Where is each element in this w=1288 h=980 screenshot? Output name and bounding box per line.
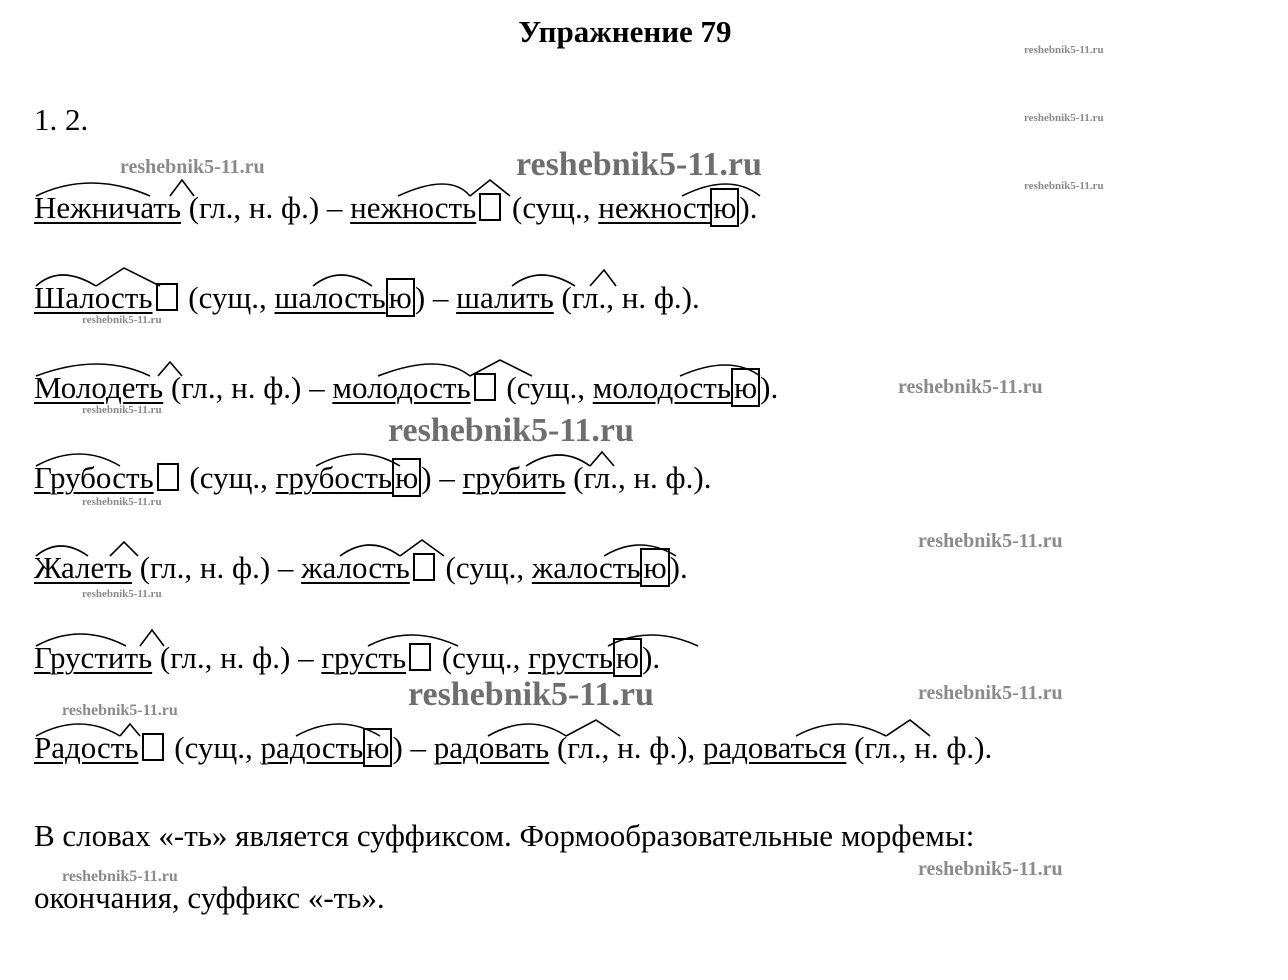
watermark: reshebnik5-11.ru [1024, 180, 1104, 192]
gloss-7-3: (гл., н. ф.), [549, 730, 703, 765]
gloss-4-3: (гл., н. ф.). [565, 460, 712, 495]
watermark: reshebnik5-11.ru [516, 146, 762, 183]
gloss-5-2: (сущ., [437, 550, 532, 585]
word-line-3 [34, 372, 778, 403]
word-2-3: шалить [456, 280, 554, 315]
word-4-1: Грубость [34, 460, 154, 495]
ending-box: ю [640, 548, 669, 587]
watermark: reshebnik5-11.ru [82, 404, 162, 416]
zero-ending-box [409, 643, 431, 671]
word-line-6 [34, 642, 660, 673]
conclusion-line-2: окончания, суффикс «-ть». [34, 880, 385, 915]
zero-ending-box [479, 193, 501, 221]
watermark: reshebnik5-11.ru [120, 156, 265, 178]
zero-ending-box [413, 553, 435, 581]
gloss-7-4: (гл., н. ф.). [846, 730, 993, 765]
ending-box: ю [386, 278, 415, 317]
word-6-2: грусть [321, 640, 407, 675]
gloss-1-1: (гл., н. ф.) – [180, 190, 351, 225]
gloss-2-2: ) – [414, 280, 457, 315]
watermark: reshebnik5-11.ru [918, 530, 1063, 552]
ending-box: ю [710, 188, 739, 227]
word-1-3-root: нежност [598, 190, 711, 225]
word-3-1: Молодеть [34, 370, 164, 405]
word-2-1: Шалость [34, 280, 153, 315]
zero-ending-box [142, 733, 164, 761]
word-line-7 [34, 732, 992, 763]
conclusion-line-1: В словах «-ть» является суффиксом. Формообразовательные морфемы: [34, 818, 975, 853]
word-3-2: молодость [332, 370, 471, 405]
word-4-3: грубить [462, 460, 566, 495]
word-1-2: нежность [350, 190, 477, 225]
gloss-5-1: (гл., н. ф.) – [131, 550, 302, 585]
word-1-1: Нежничать [34, 190, 181, 225]
gloss-7-2: ) – [392, 730, 434, 765]
word-5-2: жалость [301, 550, 410, 585]
gloss-3-1: (гл., н. ф.) – [163, 370, 333, 405]
watermark: reshebnik5-11.ru [1024, 44, 1104, 56]
gloss-6-2: (сущ., [434, 640, 529, 675]
watermark: reshebnik5-11.ru [82, 588, 162, 600]
gloss-6-1: (гл., н. ф.) – [152, 640, 322, 675]
gloss-6-3: ). [642, 640, 661, 675]
watermark: reshebnik5-11.ru [82, 496, 162, 508]
gloss-3-3: ). [760, 370, 779, 405]
word-line-1 [34, 192, 757, 223]
watermark: reshebnik5-11.ru [1024, 112, 1104, 124]
watermark: reshebnik5-11.ru [82, 314, 162, 326]
word-5-1: Жалеть [34, 550, 132, 585]
word-line-5 [34, 552, 688, 583]
ending-box: ю [731, 368, 760, 407]
word-4-2-root: грубость [275, 460, 393, 495]
word-7-3: радовать [433, 730, 550, 765]
word-7-2-root: радость [260, 730, 364, 765]
watermark: reshebnik5-11.ru [408, 676, 654, 713]
gloss-1-2: (сущ., [504, 190, 599, 225]
watermark: reshebnik5-11.ru [918, 682, 1063, 704]
word-line-4 [34, 462, 711, 493]
ending-box: ю [363, 728, 392, 767]
zero-ending-box [156, 283, 178, 311]
word-line-2 [34, 282, 700, 313]
gloss-2-1: (сущ., [180, 280, 275, 315]
gloss-5-3: ). [669, 550, 688, 585]
watermark: reshebnik5-11.ru [62, 868, 178, 885]
gloss-4-2: ) – [421, 460, 463, 495]
gloss-7-1: (сущ., [166, 730, 261, 765]
ending-box: ю [392, 458, 421, 497]
watermark: reshebnik5-11.ru [898, 376, 1043, 398]
gloss-2-3: (гл., н. ф.). [553, 280, 700, 315]
word-3-3-root: молодость [592, 370, 731, 405]
gloss-3-2: (сущ., [498, 370, 593, 405]
word-5-3-root: жалость [531, 550, 641, 585]
watermark: reshebnik5-11.ru [918, 858, 1063, 880]
ending-box: ю [613, 638, 642, 677]
zero-ending-box [474, 373, 496, 401]
word-6-1: Грустить [34, 640, 153, 675]
word-6-3-root: грусть [528, 640, 613, 675]
gloss-4-1: (сущ., [181, 460, 276, 495]
exercise-title: Упражнение 79 [518, 14, 732, 49]
zero-ending-box [157, 463, 179, 491]
task-number: 1. 2. [34, 102, 89, 137]
gloss-1-3: ). [739, 190, 758, 225]
watermark: reshebnik5-11.ru [62, 702, 178, 719]
word-7-1: Радость [34, 730, 139, 765]
watermark: reshebnik5-11.ru [388, 412, 634, 449]
word-7-4: радоваться [702, 730, 847, 765]
word-2-2-root: шалость [274, 280, 386, 315]
